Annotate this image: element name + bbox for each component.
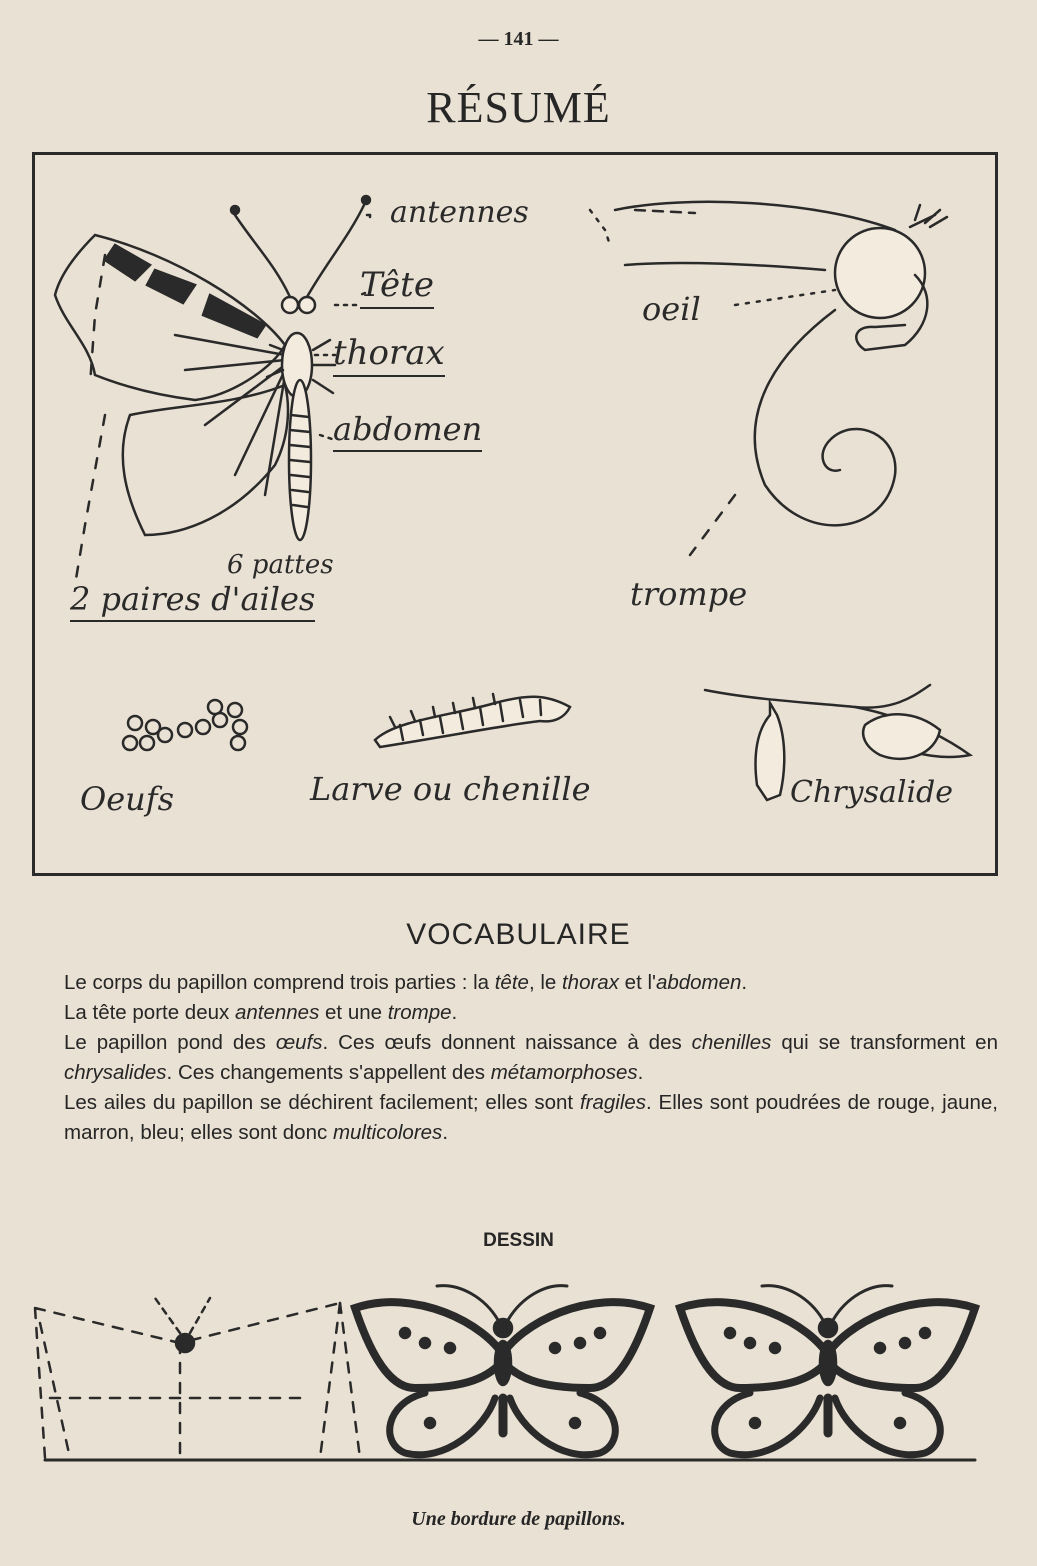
dessin-heading: DESSIN (483, 1230, 554, 1251)
vocab-paragraph-3: Le papillon pond des œufs. Ces œufs donnent naissance à des chenilles qui se transforment en chrysalides. Ces changements s'appellent des métamorphoses. (64, 1031, 998, 1084)
label-abdomen: abdomen (333, 410, 482, 452)
label-pattes: 6 pattes (227, 550, 334, 580)
page-title: RÉSUMÉ (426, 83, 611, 132)
label-antennes: antennes (390, 195, 529, 230)
label-chrysalide: Chrysalide (790, 775, 953, 810)
page-number: — 141 — (478, 28, 559, 50)
vocab-paragraph-4: Les ailes du papillon se déchirent facilement; elles sont fragiles. Elles sont poudrées de rouge, jaune, marron, bleu; elles sont donc multicolores. (64, 1091, 998, 1144)
butterfly-border-drawing (30, 1268, 990, 1498)
label-larve: Larve ou chenille (310, 770, 591, 808)
vocab-paragraph-1: Le corps du papillon comprend trois parties : la tête, le thorax et l'abdomen. (64, 971, 748, 994)
butterfly-anatomy-illustration (35, 155, 995, 873)
label-trompe: trompe (630, 575, 748, 613)
vocabulaire-heading: VOCABULAIRE (406, 918, 631, 951)
label-ailes: 2 paires d'ailes (70, 580, 315, 622)
figure-caption: Une bordure de papillons. (411, 1508, 626, 1530)
summary-diagram (32, 152, 998, 876)
vocabulaire-text (64, 968, 998, 1148)
vocab-paragraph-2: La tête porte deux antennes et une trompe. (64, 1001, 458, 1024)
label-oeufs: Oeufs (80, 780, 175, 818)
label-oeil: oeil (642, 290, 701, 328)
label-tete: Tête (360, 265, 434, 309)
label-thorax: thorax (333, 333, 445, 377)
